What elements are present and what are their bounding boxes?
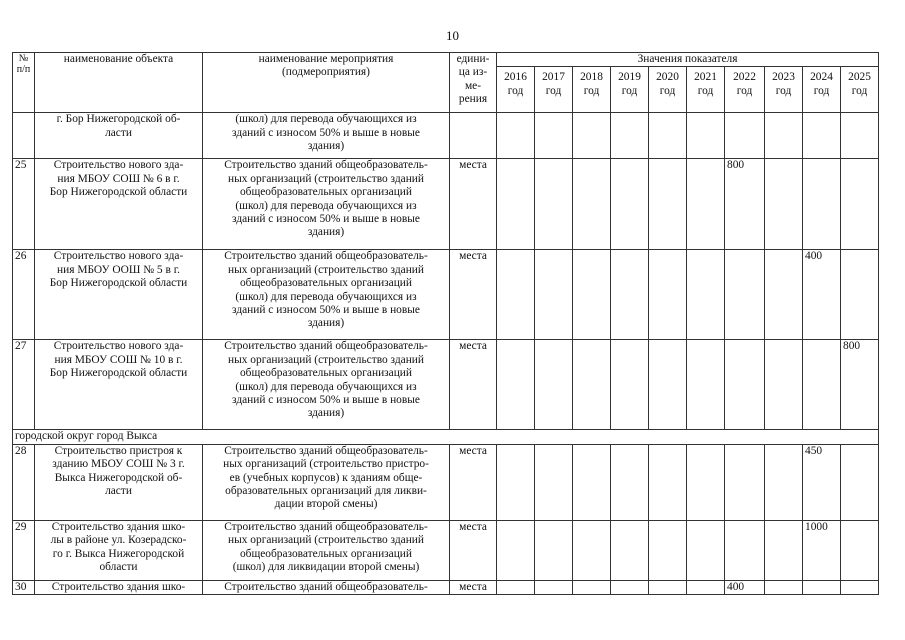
value-cell <box>765 159 803 250</box>
header-year: 2020 год <box>649 67 687 113</box>
value-cell <box>649 159 687 250</box>
value-cell <box>765 520 803 580</box>
value-cell <box>497 250 535 340</box>
value-cell <box>573 159 611 250</box>
value-cell <box>687 444 725 520</box>
row-number: 30 <box>13 580 35 594</box>
object-name: Строительство здания шко- <box>35 580 203 594</box>
unit-cell <box>450 113 497 159</box>
table-row <box>13 250 879 340</box>
unit-cell: места <box>450 580 497 594</box>
row-number: 29 <box>13 520 35 580</box>
header-year: 2023 год <box>765 67 803 113</box>
table-row <box>13 444 879 520</box>
value-cell <box>649 580 687 594</box>
value-cell <box>535 580 573 594</box>
header-year: 2022 год <box>725 67 765 113</box>
value-cell <box>649 340 687 430</box>
value-cell <box>803 340 841 430</box>
value-cell <box>725 250 765 340</box>
value-cell <box>535 520 573 580</box>
value-cell: 800 <box>725 159 765 250</box>
object-name: Строительство нового зда- ния МБОУ СОШ № 6 в г. Бор Нижегородской области <box>35 159 203 250</box>
value-cell <box>573 520 611 580</box>
value-cell <box>535 113 573 159</box>
value-cell <box>687 250 725 340</box>
value-cell <box>765 250 803 340</box>
value-cell <box>649 250 687 340</box>
value-cell <box>687 113 725 159</box>
header-year: 2018 год <box>573 67 611 113</box>
row-number: 28 <box>13 444 35 520</box>
row-number: 25 <box>13 159 35 250</box>
page-number: 10 <box>446 28 459 43</box>
value-cell <box>535 159 573 250</box>
header-num: № п/п <box>13 53 35 113</box>
object-name: г. Бор Нижегородской об- ласти <box>35 113 203 159</box>
value-cell <box>841 250 879 340</box>
value-cell <box>687 159 725 250</box>
header-year: 2024 год <box>803 67 841 113</box>
value-cell: 1000 <box>803 520 841 580</box>
value-cell <box>803 580 841 594</box>
value-cell <box>649 520 687 580</box>
section-row <box>13 430 879 444</box>
header-object: наименование объекта <box>35 53 203 113</box>
header-unit: едини- ца из- ме- рения <box>450 53 497 113</box>
value-cell <box>611 580 649 594</box>
value-cell <box>535 250 573 340</box>
unit-cell: места <box>450 520 497 580</box>
value-cell <box>687 580 725 594</box>
unit-cell: места <box>450 250 497 340</box>
object-name: Строительство пристроя к зданию МБОУ СОШ № 3 г. Выкса Нижегородской об- ласти <box>35 444 203 520</box>
header-year: 2017 год <box>535 67 573 113</box>
value-cell <box>725 444 765 520</box>
header-year: 2025 год <box>841 67 879 113</box>
value-cell: 450 <box>803 444 841 520</box>
value-cell <box>841 580 879 594</box>
header-year: 2021 год <box>687 67 725 113</box>
table-row <box>13 113 879 159</box>
value-cell <box>611 159 649 250</box>
unit-cell: места <box>450 159 497 250</box>
value-cell <box>497 159 535 250</box>
header-year: 2016 год <box>497 67 535 113</box>
value-cell <box>497 580 535 594</box>
row-number: 26 <box>13 250 35 340</box>
value-cell <box>573 250 611 340</box>
activity-name: Строительство зданий общеобразователь- ных организаций (строительство зданий общеобразовательных организаций (школ) для перевода обучающихся из зданий с износом 50% и выше в новые здания) <box>203 159 450 250</box>
activity-name: Строительство зданий общеобразователь- ных организаций (строительство зданий общеобразовательных организаций (школ) для ликвидации второй смены) <box>203 520 450 580</box>
value-cell <box>841 444 879 520</box>
value-cell <box>687 340 725 430</box>
value-cell <box>611 250 649 340</box>
unit-cell: места <box>450 340 497 430</box>
value-cell <box>765 444 803 520</box>
section-title: городской округ город Выкса <box>13 430 879 444</box>
activity-name: (школ) для перевода обучающихся из зданий с износом 50% и выше в новые здания) <box>203 113 450 159</box>
header-year: 2019 год <box>611 67 649 113</box>
object-name: Строительство здания шко- лы в районе ул. Козерадско- го г. Выкса Нижегородской области <box>35 520 203 580</box>
value-cell <box>497 444 535 520</box>
value-cell <box>841 520 879 580</box>
activity-name: Строительство зданий общеобразователь- ных организаций (строительство пристро- ев (учебных корпусов) к зданиям обще- образовательных организаций для ликви- дации второй смены) <box>203 444 450 520</box>
table-row <box>13 340 879 430</box>
value-cell <box>535 444 573 520</box>
value-cell <box>573 340 611 430</box>
table-row <box>13 520 879 580</box>
value-cell: 400 <box>725 580 765 594</box>
value-cell <box>841 159 879 250</box>
header-activity: наименование мероприятия (подмероприятия) <box>203 53 450 113</box>
value-cell <box>649 113 687 159</box>
unit-cell: места <box>450 444 497 520</box>
object-name: Строительство нового зда- ния МБОУ СОШ № 10 в г. Бор Нижегородской области <box>35 340 203 430</box>
value-cell <box>535 340 573 430</box>
header-values-title: Значения показателя <box>497 53 879 67</box>
value-cell <box>611 340 649 430</box>
activity-name: Строительство зданий общеобразователь- <box>203 580 450 594</box>
activity-name: Строительство зданий общеобразователь- ных организаций (строительство зданий общеобразовательных организаций (школ) для перевода обучающихся из зданий с износом 50% и выше в новые здания) <box>203 340 450 430</box>
value-cell <box>765 580 803 594</box>
row-number <box>13 113 35 159</box>
value-cell <box>573 113 611 159</box>
value-cell <box>765 340 803 430</box>
value-cell <box>611 444 649 520</box>
row-number: 27 <box>13 340 35 430</box>
value-cell <box>573 580 611 594</box>
value-cell <box>497 113 535 159</box>
value-cell: 400 <box>803 250 841 340</box>
activity-name: Строительство зданий общеобразователь- ных организаций (строительство зданий общеобразовательных организаций (школ) для перевода обучающихся из зданий с износом 50% и выше в новые здания) <box>203 250 450 340</box>
value-cell <box>497 340 535 430</box>
value-cell <box>687 520 725 580</box>
value-cell <box>765 113 803 159</box>
value-cell <box>497 520 535 580</box>
value-cell <box>725 340 765 430</box>
value-cell <box>803 159 841 250</box>
value-cell <box>725 520 765 580</box>
value-cell: 800 <box>841 340 879 430</box>
table-row <box>13 159 879 250</box>
object-name: Строительство нового зда- ния МБОУ ООШ № 5 в г. Бор Нижегородской области <box>35 250 203 340</box>
value-cell <box>841 113 879 159</box>
table-row <box>13 580 879 594</box>
indicator-table <box>12 52 879 595</box>
value-cell <box>725 113 765 159</box>
value-cell <box>573 444 611 520</box>
value-cell <box>649 444 687 520</box>
value-cell <box>611 520 649 580</box>
header-row <box>13 53 879 67</box>
value-cell <box>611 113 649 159</box>
value-cell <box>803 113 841 159</box>
